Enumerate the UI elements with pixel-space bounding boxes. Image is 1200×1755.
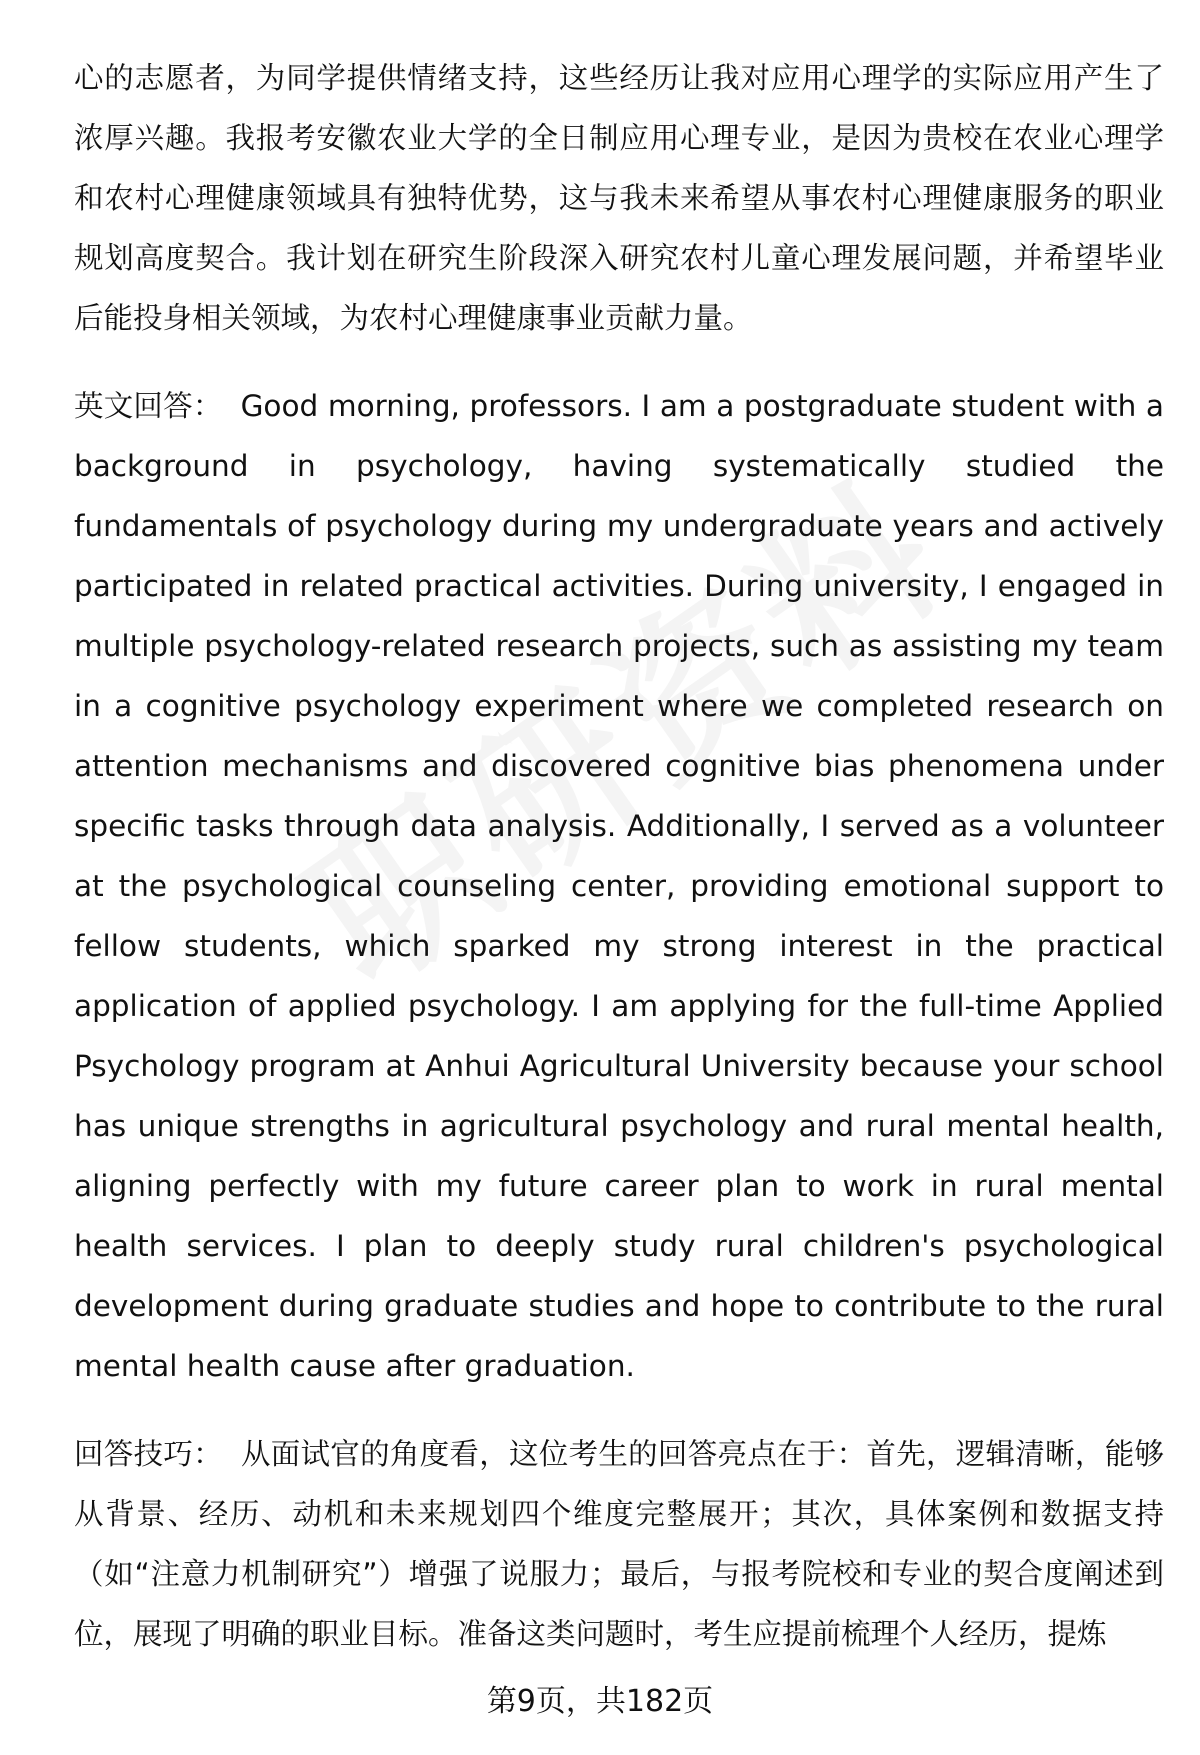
page-number: 第9页，共182页 [486,1684,714,1719]
paragraph-text: 从面试官的角度看，这位考生的回答亮点在于：首先，逻辑清晰，能够从背景、经历、动机和未来规划四个维度完整展开；其次，具体案例和数据支持（如“注意力机制研究”）增强了说服力；最后，与报考院校和专业的契合度阐述到位，展现了明确的职业目标。准备这类问题时，考生应提前梳理个人经历，提炼 [74,1437,1164,1651]
paragraph-text: Good morning, professors. I am a postgraduate student with a background in psychology, having systematically studied the fundamentals of psychology during my undergraduate years and actively participated in related practical activities. During university, I engaged in multiple psychology-related research projects, such as assisting my team in a cognitive psychology experiment where we completed research on attention mechanisms and discovered cognitive bias phenomena under specific tasks through data analysis. Additionally, I served as a volunteer at the psychological counseling center, providing emotional support to fellow students, which sparked my strong interest in the practical application of applied psychology. I am applying for the full-time Applied Psychology program at Anhui Agricultural University because your school has unique strengths in agricultural psychology and rural mental health, aligning perfectly with my future career plan to work in rural mental health services. I plan to deeply study rural children's psychological development during graduate studies and hope to contribute to the rural mental health cause after graduation. [74,389,1164,1383]
paragraph-chinese-answer-continued [74,48,1164,348]
english-answer-label: 英文回答： [74,389,223,423]
document-body [74,48,1164,1664]
paragraph-answer-tips [74,1424,1164,1664]
answer-tips-label: 回答技巧： [74,1437,223,1471]
paragraph-english-answer [74,376,1164,1396]
paragraph-text: 心的志愿者，为同学提供情绪支持，这些经历让我对应用心理学的实际应用产生了浓厚兴趣。我报考安徽农业大学的全日制应用心理专业，是因为贵校在农业心理学和农村心理健康领域具有独特优势，这与我未来希望从事农村心理健康服务的职业规划高度契合。我计划在研究生阶段深入研究农村儿童心理发展问题，并希望毕业后能投身相关领域，为农村心理健康事业贡献力量。 [74,61,1164,335]
